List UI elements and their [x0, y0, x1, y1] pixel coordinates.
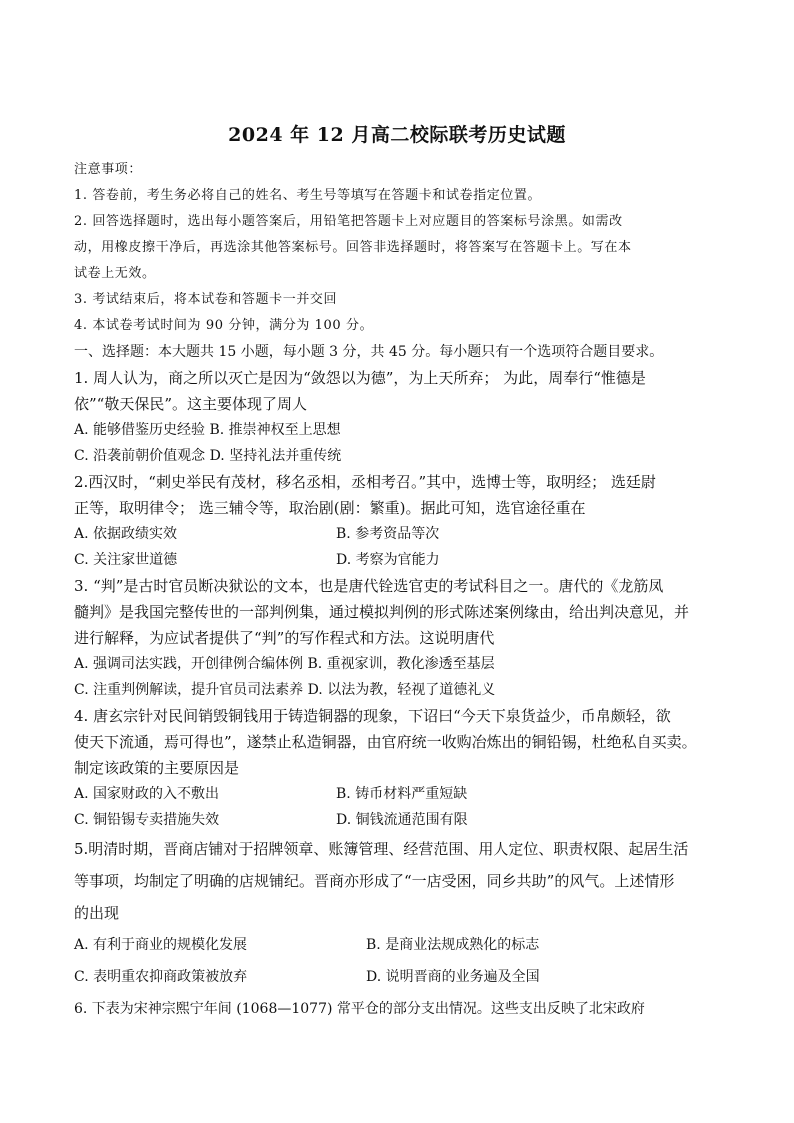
- notice-heading: 注意事项：: [74, 162, 143, 177]
- option-b: B. 铸币材料严重短缺: [336, 786, 468, 802]
- option-line: A. 强调司法实践，开创律例合编体例 B. 重视家训，教化渗透至基层: [74, 656, 495, 672]
- option-c: C. 表明重农抑商政策被放弃: [74, 969, 248, 985]
- question-stem: 3. “判”是古时官员断决狱讼的文本，也是唐代铨选官吏的考试科目之一。唐代的《龙筋凤: [74, 577, 664, 595]
- question-1: [74, 365, 724, 469]
- question-4: [74, 703, 724, 833]
- option-a: A. 有利于商业的规模化发展: [74, 937, 248, 953]
- exam-body: [74, 157, 724, 1025]
- question-stem: 1. 周人认为，商之所以灭亡是因为“敛怨以为德”，为上天所弃； 为此，周奉行“惟德是: [74, 369, 646, 387]
- question-stem: 4. 唐玄宗针对民间销毁铜钱用于铸造铜器的现象，下诏曰“今天下泉货益少，币帛颇轻，欲: [74, 707, 671, 725]
- question-3: [74, 573, 724, 703]
- question-stem: 正等，取明律令； 选三辅令等，取治剧(剧：繁重)。据此可知，选官途径重在: [74, 499, 586, 517]
- option-d: D. 铜钱流通范围有限: [336, 812, 468, 828]
- option-line: C. 沿袭前朝价值观念 D. 坚持礼法并重传统: [74, 448, 342, 464]
- option-c: C. 关注家世道德: [74, 552, 178, 568]
- option-c: C. 铜铅锡专卖措施失效: [74, 812, 220, 828]
- question-stem: 2.西汉时，“刺史举民有茂材，移名丞相，丞相考召。”其中，选博士等，取明经； 选廷尉: [74, 473, 656, 491]
- option-b: B. 参考资品等次: [336, 526, 440, 542]
- option-d: D. 说明晋商的业务遍及全国: [366, 969, 540, 985]
- question-5: [74, 833, 724, 1025]
- question-stem: 进行解释，为应试者提供了“判”的写作程式和方法。这说明唐代: [74, 629, 495, 647]
- question-stem: 制定该政策的主要原因是: [74, 759, 240, 777]
- question-stem: 5.明清时期，晋商店铺对于招牌领章、账簿管理、经营范围、用人定位、职责权限、起居生活: [74, 840, 689, 858]
- option-line: C. 注重判例解读，提升官员司法素养 D. 以法为教，轻视了道德礼义: [74, 682, 496, 698]
- notice-line: 3. 考试结束后，将本试卷和答题卡一并交回: [74, 292, 338, 307]
- notice-line: 4. 本试卷考试时间为 90 分钟，满分为 100 分。: [74, 318, 374, 333]
- page-title: 2024 年 12 月高二校际联考历史试题: [228, 124, 566, 146]
- question-stem: 等事项，均制定了明确的店规铺纪。晋商亦形成了“一店受困，同乡共助”的风气。上述情形: [74, 872, 675, 890]
- notice-line: 动，用橡皮擦干净后，再选涂其他答案标号。回答非选择题时，将答案写在答题卡上。写在本: [74, 240, 632, 255]
- notice-line: 1. 答卷前，考生务必将自己的姓名、考生号等填写在答题卡和试卷指定位置。: [74, 188, 542, 203]
- option-d: D. 考察为官能力: [336, 552, 440, 568]
- option-a: A. 依据政绩实效: [74, 526, 178, 542]
- notice-line: 2. 回答选择题时，选出每小题答案后，用铅笔把答题卡上对应题目的答案标号涂黑。如需改: [74, 214, 623, 229]
- option-line: A. 能够借鉴历史经验 B. 推崇神权至上思想: [74, 422, 341, 438]
- notice-section: [74, 157, 724, 339]
- question-stem: 髓判》是我国完整传世的一部判例集，通过模拟判例的形式陈述案例缘由，给出判决意见，并: [74, 603, 690, 621]
- option-b: B. 是商业法规成熟化的标志: [366, 937, 540, 953]
- question-stem: 的出现: [74, 904, 120, 922]
- question-stem: 依”“敬天保民”。这主要体现了周人: [74, 395, 308, 413]
- question-2: [74, 469, 724, 573]
- option-a: A. 国家财政的入不敷出: [74, 786, 220, 802]
- notice-line: 试卷上无效。: [74, 266, 156, 281]
- section-heading: 一、选择题：本大题共 15 小题，每小题 3 分，共 45 分。每小题只有一个选项符合题目要求。: [74, 344, 664, 360]
- question-stem: 使天下流通，焉可得也”，遂禁止私造铜器，由官府统一收购冶炼出的铜铅锡，杜绝私自买卖。: [74, 733, 697, 751]
- question-6-stem: 6. 下表为宋神宗熙宁年间 (1068—1077) 常平仓的部分支出情况。这些支出反映了北宋政府: [74, 1001, 645, 1017]
